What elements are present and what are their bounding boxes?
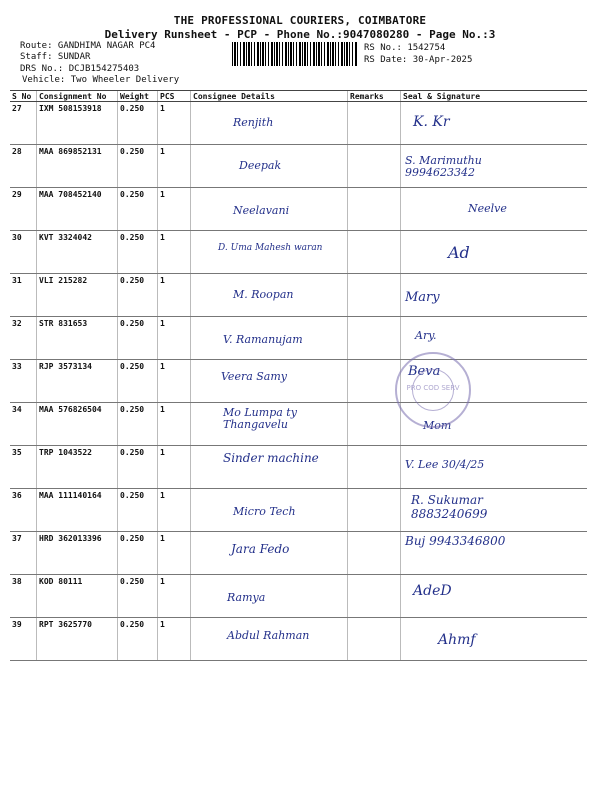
signature-handwriting: Neelve xyxy=(468,202,507,215)
cell-consignee xyxy=(191,317,348,360)
cell-sno: 39 xyxy=(10,618,37,661)
cell-consignee xyxy=(191,274,348,317)
cell-consignment: RJP 3573134 xyxy=(37,360,118,403)
consignee-handwriting: M. Roopan xyxy=(233,288,294,301)
vehicle-label: Vehicle: Two Wheeler Delivery xyxy=(22,75,180,85)
consignee-handwriting: Sinder machine xyxy=(223,451,319,465)
signature-handwriting: V. Lee 30/4/25 xyxy=(405,458,485,471)
rs-number: RS No.: 1542754 xyxy=(364,43,446,53)
cell-remarks xyxy=(348,489,401,532)
consignee-handwriting: Micro Tech xyxy=(233,505,296,518)
cell-remarks xyxy=(348,403,401,446)
consignee-handwriting: D. Uma Mahesh waran xyxy=(218,243,323,253)
cell-consignee xyxy=(191,618,348,661)
table-row xyxy=(10,446,587,489)
cell-consignment: MAA 869852131 xyxy=(37,145,118,188)
cell-remarks xyxy=(348,145,401,188)
table-header-row xyxy=(10,91,587,102)
cell-pcs: 1 xyxy=(158,403,191,446)
cell-remarks xyxy=(348,360,401,403)
staff-label: Staff: SUNDAR xyxy=(20,52,91,62)
consignee-handwriting: Abdul Rahman xyxy=(227,629,310,642)
cell-remarks xyxy=(348,575,401,618)
cell-consignee xyxy=(191,489,348,532)
cell-sno: 29 xyxy=(10,188,37,231)
table-row xyxy=(10,532,587,575)
cell-remarks xyxy=(348,231,401,274)
cell-weight: 0.250 xyxy=(118,360,158,403)
cell-sno: 36 xyxy=(10,489,37,532)
cell-consignee xyxy=(191,188,348,231)
cell-remarks xyxy=(348,317,401,360)
signature-handwriting: Ary. xyxy=(415,329,437,342)
cell-sno: 38 xyxy=(10,575,37,618)
cell-sno: 32 xyxy=(10,317,37,360)
barcode xyxy=(232,42,357,66)
col-remarks: Remarks xyxy=(348,91,401,102)
cell-sno: 30 xyxy=(10,231,37,274)
cell-weight: 0.250 xyxy=(118,145,158,188)
drs-number: DRS No.: DCJB154275403 xyxy=(20,64,140,74)
cell-remarks xyxy=(348,446,401,489)
signature-handwriting: K. Kr xyxy=(413,114,450,130)
cell-remarks xyxy=(348,274,401,317)
cell-weight: 0.250 xyxy=(118,188,158,231)
cell-signature xyxy=(401,575,588,618)
cell-pcs: 1 xyxy=(158,102,191,145)
cell-pcs: 1 xyxy=(158,446,191,489)
table-row xyxy=(10,102,587,145)
col-consignment: Consignment No xyxy=(37,91,118,102)
cell-signature xyxy=(401,274,588,317)
signature-handwriting: Ad xyxy=(448,243,470,262)
cell-consignment: RPT 3625770 xyxy=(37,618,118,661)
table-row xyxy=(10,317,587,360)
cell-weight: 0.250 xyxy=(118,489,158,532)
col-signature: Seal & Signature xyxy=(401,91,588,102)
signature-handwriting: Buj 9943346800 xyxy=(405,534,506,548)
table-row xyxy=(10,360,587,403)
cell-weight: 0.250 xyxy=(118,102,158,145)
cell-consignment: VLI 215282 xyxy=(37,274,118,317)
signature-handwriting: R. Sukumar 8883240699 xyxy=(411,493,488,521)
cell-pcs: 1 xyxy=(158,532,191,575)
cell-weight: 0.250 xyxy=(118,274,158,317)
cell-consignee xyxy=(191,446,348,489)
consignee-handwriting: V. Ramanujam xyxy=(223,333,303,346)
cell-weight: 0.250 xyxy=(118,231,158,274)
consignee-handwriting: Renjith xyxy=(233,116,274,129)
cell-signature xyxy=(401,231,588,274)
cell-consignment: MAA 111140164 xyxy=(37,489,118,532)
cell-consignment: STR 831653 xyxy=(37,317,118,360)
cell-sno: 28 xyxy=(10,145,37,188)
signature-handwriting: AdeD xyxy=(413,583,452,599)
cell-consignment: IXM 508153918 xyxy=(37,102,118,145)
cell-pcs: 1 xyxy=(158,231,191,274)
cell-sno: 33 xyxy=(10,360,37,403)
cell-remarks xyxy=(348,532,401,575)
consignee-handwriting: Veera Samy xyxy=(221,370,288,383)
cell-consignee xyxy=(191,360,348,403)
col-consignee: Consignee Details xyxy=(191,91,348,102)
cell-pcs: 1 xyxy=(158,274,191,317)
company-title: THE PROFESSIONAL COURIERS, COIMBATORE xyxy=(173,14,427,27)
company-seal-stamp xyxy=(395,352,471,428)
route-label: Route: GANDHIMA NAGAR PC4 xyxy=(20,41,156,51)
cell-pcs: 1 xyxy=(158,360,191,403)
cell-sno: 31 xyxy=(10,274,37,317)
cell-consignment: KVT 3324042 xyxy=(37,231,118,274)
cell-pcs: 1 xyxy=(158,618,191,661)
cell-consignee xyxy=(191,575,348,618)
col-sno: S No xyxy=(10,91,37,102)
cell-pcs: 1 xyxy=(158,575,191,618)
signature-handwriting: Ahmf xyxy=(438,632,476,648)
cell-sno: 34 xyxy=(10,403,37,446)
cell-consignment: MAA 576826504 xyxy=(37,403,118,446)
cell-signature xyxy=(401,489,588,532)
cell-consignee xyxy=(191,102,348,145)
cell-signature xyxy=(401,188,588,231)
cell-sno: 35 xyxy=(10,446,37,489)
signature-handwriting: S. Marimuthu 9994623342 xyxy=(405,154,482,179)
cell-pcs: 1 xyxy=(158,317,191,360)
cell-pcs: 1 xyxy=(158,489,191,532)
cell-weight: 0.250 xyxy=(118,446,158,489)
cell-sno: 37 xyxy=(10,532,37,575)
cell-signature xyxy=(401,446,588,489)
cell-weight: 0.250 xyxy=(118,618,158,661)
cell-pcs: 1 xyxy=(158,188,191,231)
cell-sno: 27 xyxy=(10,102,37,145)
consignee-handwriting: Neelavani xyxy=(233,204,290,217)
cell-consignment: HRD 362013396 xyxy=(37,532,118,575)
cell-consignee xyxy=(191,145,348,188)
table-row xyxy=(10,618,587,661)
runsheet-title: Delivery Runsheet - PCP - Phone No.:9047080280 - Page No.:3 xyxy=(104,28,496,41)
cell-weight: 0.250 xyxy=(118,575,158,618)
cell-consignment: KOD 80111 xyxy=(37,575,118,618)
runsheet-table xyxy=(10,90,587,661)
cell-signature xyxy=(401,145,588,188)
table-row xyxy=(10,188,587,231)
consignee-handwriting: Deepak xyxy=(239,159,282,172)
cell-pcs: 1 xyxy=(158,145,191,188)
rs-date: RS Date: 30-Apr-2025 xyxy=(364,55,473,65)
cell-consignee xyxy=(191,231,348,274)
cell-weight: 0.250 xyxy=(118,532,158,575)
consignee-handwriting: Mo Lumpa ty Thangavelu xyxy=(223,406,297,431)
table-row xyxy=(10,231,587,274)
stamp-text: PRO COD SERV xyxy=(406,384,460,392)
table-row xyxy=(10,403,587,446)
cell-weight: 0.250 xyxy=(118,317,158,360)
cell-signature xyxy=(401,618,588,661)
col-pcs: PCS xyxy=(158,91,191,102)
table-row xyxy=(10,274,587,317)
cell-signature xyxy=(401,102,588,145)
table-row xyxy=(10,145,587,188)
cell-remarks xyxy=(348,102,401,145)
consignee-handwriting: Ramya xyxy=(227,591,266,604)
cell-weight: 0.250 xyxy=(118,403,158,446)
table-row xyxy=(10,489,587,532)
cell-consignee xyxy=(191,532,348,575)
consignee-handwriting: Jara Fedo xyxy=(231,542,290,556)
cell-remarks xyxy=(348,618,401,661)
signature-handwriting: Mary xyxy=(405,290,440,305)
table-row xyxy=(10,575,587,618)
col-weight: Weight xyxy=(118,91,158,102)
cell-remarks xyxy=(348,188,401,231)
signature-handwriting: Beva xyxy=(408,364,441,379)
cell-consignment: MAA 708452140 xyxy=(37,188,118,231)
cell-signature xyxy=(401,532,588,575)
signature-handwriting: Mom xyxy=(423,419,452,432)
cell-consignment: TRP 1043522 xyxy=(37,446,118,489)
cell-consignee xyxy=(191,403,348,446)
